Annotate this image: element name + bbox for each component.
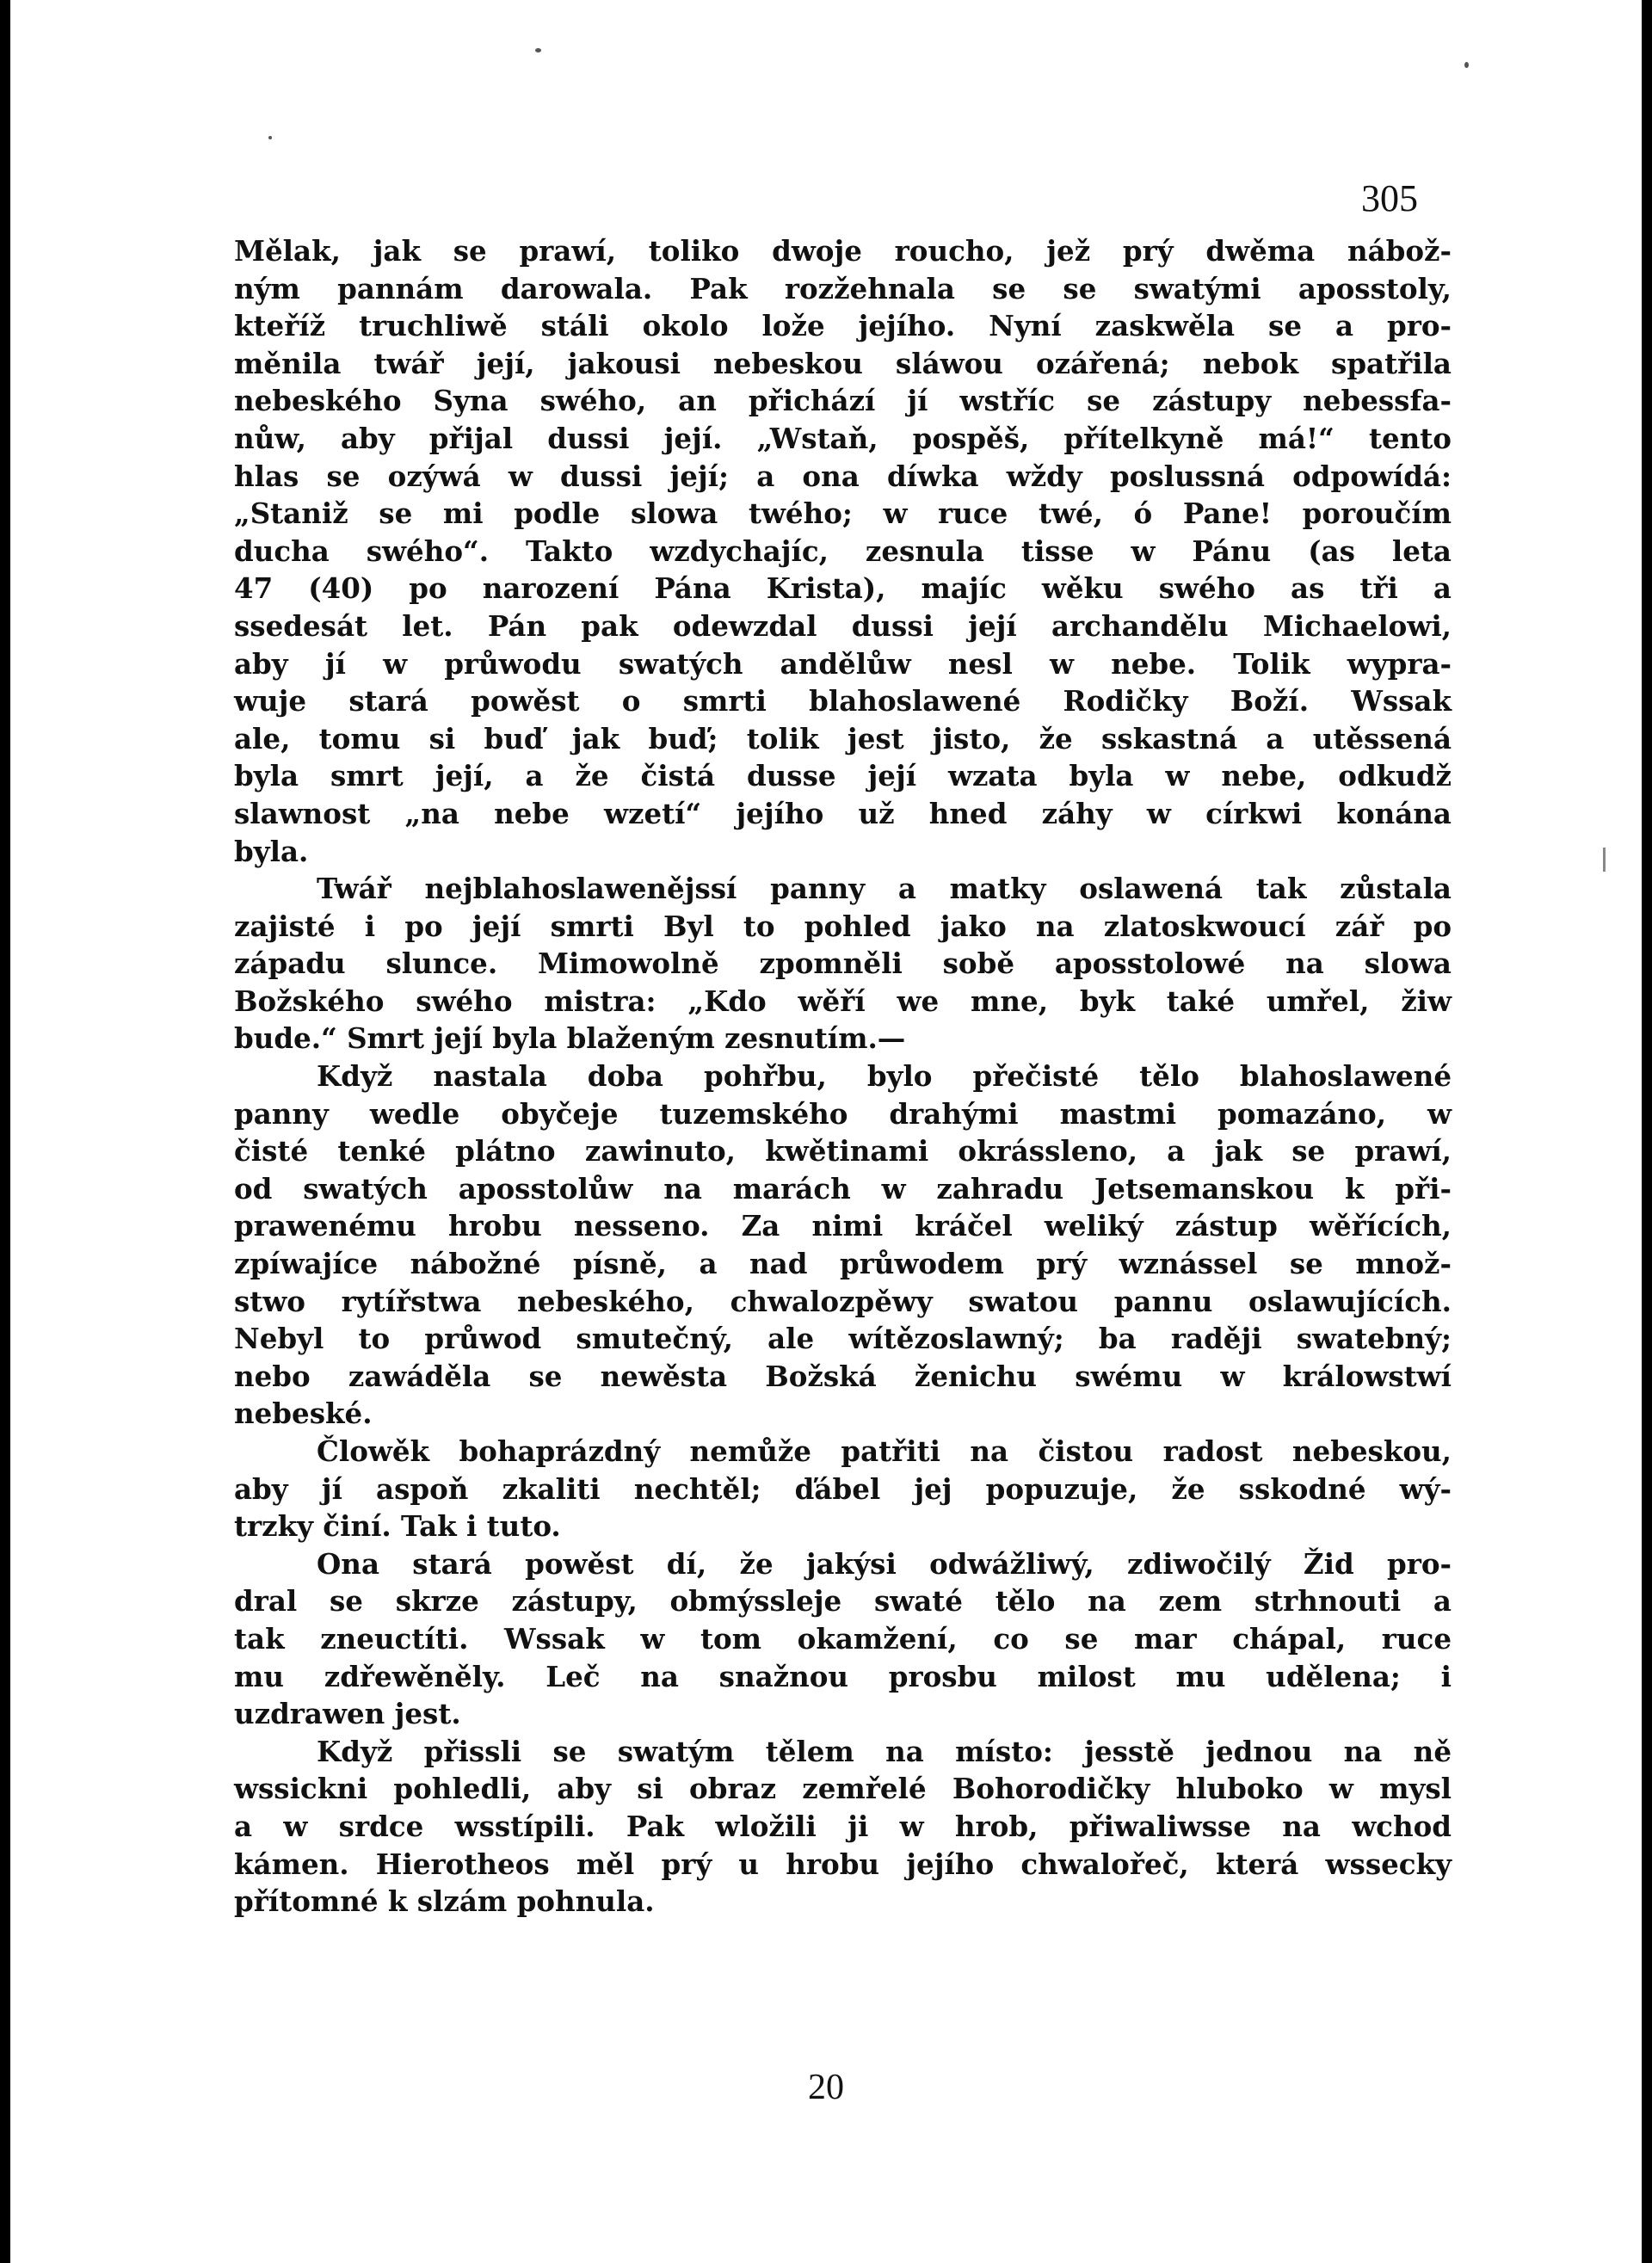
text-line: slawnost „na nebe wzetí“ jejího už hned záhy w církwi konána	[234, 796, 1452, 830]
paper-speck	[1464, 62, 1469, 68]
text-line: byla.	[234, 834, 309, 868]
text-line: západu slunce. Mimowolně zpomněli sobě aposstolowé na slowa	[234, 947, 1452, 981]
text-line: byla smrt její, a že čistá dusse její wzata byla w nebe, odkudž	[234, 759, 1452, 793]
text-line: ným pannám darowala. Pak rozžehnala se se swatými aposstoly,	[234, 271, 1452, 305]
text-line: Když přissli se swatým tělem na místo: jesstě jednou na ně	[317, 1734, 1452, 1768]
text-line: Twář nejblahoslawenějssí panny a matky oslawená tak zůstala	[317, 872, 1452, 906]
text-line: kámen. Hierotheos měl prý u hrobu jejího chwalořeč, která wssecky	[234, 1847, 1452, 1881]
paragraph	[234, 1733, 1452, 1921]
text-line: stwo rytířstwa nebeského, chwalozpěwy swatou pannu oslawujících.	[234, 1284, 1452, 1318]
text-line: 47 (40) po narození Pána Krista), majíc wěku swého as tři a	[234, 571, 1452, 606]
text-line: Mělak, jak se prawí, toliko dwoje roucho, jež prý dwěma nábož-	[234, 234, 1452, 268]
text-line: „Staniž se mi podle slowa twého; w ruce twé, ó Pane! poroučím	[234, 496, 1452, 531]
text-line: hlas se ozýwá w dussi její; a ona díwka wždy poslussná odpowídá:	[234, 459, 1452, 493]
text-line: mu zdřewěněly. Leč na snažnou prosbu milost mu udělena; i	[234, 1659, 1452, 1693]
text-line: uzdrawen jest.	[234, 1697, 461, 1731]
text-line: kteříž truchliwě stáli okolo lože jejího. Nyní zaskwěla se a pro-	[234, 309, 1452, 343]
text-line: Božského swého mistra: „Kdo wěří we mne, byk také umřel, žiw	[234, 984, 1452, 1018]
text-line: trzky činí. Tak i tuto.	[234, 1509, 561, 1544]
text-line: zajisté i po její smrti Byl to pohled jako na zlatoskwoucí zář po	[234, 909, 1452, 943]
body-text	[234, 232, 1452, 1921]
text-line: Když nastala doba pohřbu, bylo přečisté tělo blahoslawené	[317, 1059, 1452, 1094]
text-line: nůw, aby přijal dussi její. „Wstaň, pospěš, přítelkyně má!“ tento	[234, 421, 1452, 455]
text-line: měnila twář její, jakousi nebeskou sláwou ozářená; nebok spatřila	[234, 346, 1452, 380]
text-line: tak zneuctíti. Wssak w tom okamžení, co se mar chápal, ruce	[234, 1621, 1452, 1656]
text-line: zpíwajíce nábožné písně, a nad průwodem prý wznássel se množ-	[234, 1247, 1452, 1281]
text-line: wuje stará powěst o smrti blahoslawené Rodičky Boží. Wssak	[234, 684, 1452, 718]
signature-number: 20	[808, 2068, 844, 2107]
text-line: dral se skrze zástupy, obmýssleje swaté tělo na zem strhnouti a	[234, 1584, 1452, 1619]
text-line: ducha swého“. Takto wzdychajíc, zesnula tisse w Pánu (as leta	[234, 533, 1452, 568]
text-line: nebeské.	[234, 1397, 373, 1431]
paragraph	[234, 1058, 1452, 1433]
text-line: ale, tomu si buď jak buď; tolik jest jisto, že sskastná a utěssená	[234, 721, 1452, 755]
text-line: od swatých aposstolůw na marách w zahradu Jetsemanskou k při-	[234, 1171, 1452, 1205]
scan-mark	[1603, 848, 1606, 872]
text-line: wssickni pohledli, aby si obraz zemřelé Bohorodičky hluboko w mysl	[234, 1772, 1452, 1806]
book-page	[10, 0, 1642, 2263]
page-number: 305	[1361, 177, 1418, 219]
paragraph	[234, 1545, 1452, 1733]
text-line: panny wedle obyčeje tuzemského drahými mastmi pomazáno, w	[234, 1096, 1452, 1131]
text-line: a w srdce wsstípili. Pak wložili ji w hrob, přiwaliwsse na wchod	[234, 1809, 1452, 1843]
text-line: přítomné k slzám pohnula.	[234, 1884, 655, 1919]
paragraph	[234, 1433, 1452, 1545]
text-line: aby jí w průwodu swatých andělůw nesl w nebe. Tolik wypra-	[234, 646, 1452, 681]
text-line: Člowěk bohaprázdný nemůže patřiti na čistou radost nebeskou,	[317, 1434, 1452, 1468]
text-line: ssedesát let. Pán pak odewzdal dussi její archandělu Michaelowi,	[234, 608, 1452, 643]
paragraph	[234, 870, 1452, 1058]
paragraph	[234, 232, 1452, 870]
text-line: aby jí aspoň zkaliti nechtěl; ďábel jej popuzuje, že sskodné wý-	[234, 1471, 1452, 1506]
text-line: nebeského Syna swého, an přichází jí wstříc se zástupy nebessfa-	[234, 384, 1452, 418]
paper-speck	[268, 136, 272, 139]
paper-speck	[535, 48, 541, 52]
text-line: nebo zawáděla se newěsta Božská ženichu swému w králowstwí	[234, 1359, 1452, 1393]
text-line: Nebyl to průwod smutečný, ale wítězoslawný; ba raději swatebný;	[234, 1322, 1452, 1356]
text-line: bude.“ Smrt její byla blaženým zesnutím.—	[234, 1021, 906, 1056]
text-line: čisté tenké plátno zawinuto, kwětinami okrássleno, a jak se prawí,	[234, 1134, 1452, 1168]
text-line: Ona stará powěst dí, že jakýsi odwážliwý, zdiwočilý Žid pro-	[317, 1546, 1452, 1581]
text-line: prawenému hrobu nesseno. Za nimi kráčel weliký zástup wěřících,	[234, 1209, 1452, 1243]
